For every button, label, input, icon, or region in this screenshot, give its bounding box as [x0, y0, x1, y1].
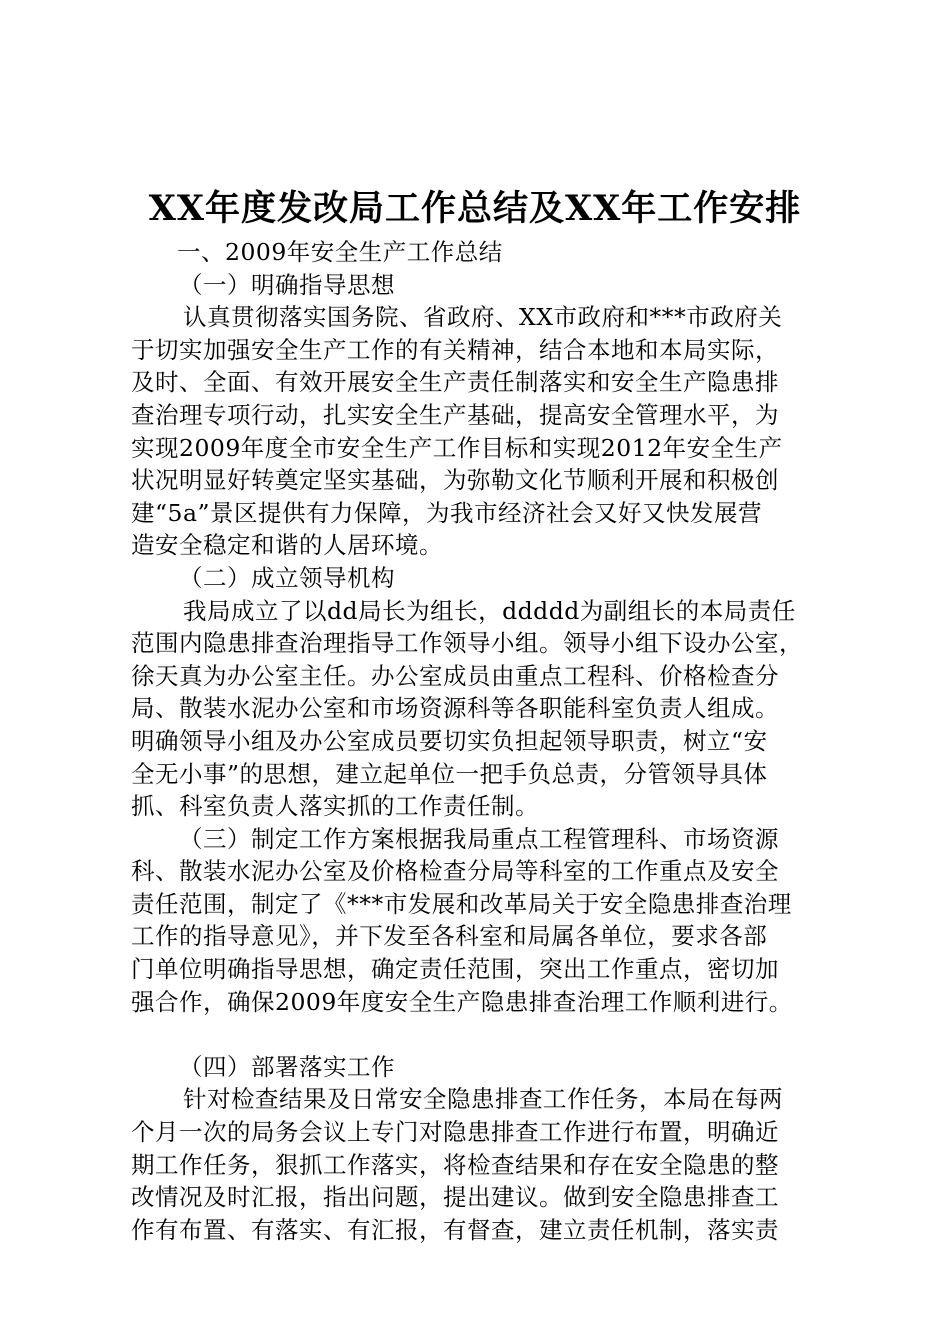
paragraph-work-plan [131, 823, 831, 1019]
subsection-heading: （四）部署落实工作 [179, 1052, 395, 1081]
paragraph-leadership [131, 595, 831, 823]
paragraph-line: 实现2009年度全市安全生产工作目标和实现2012年安全生产 [131, 433, 783, 462]
paragraph-line: 范围内隐患排查治理指导工作领导小组。领导小组下设办公室， [131, 629, 803, 658]
paragraph-line: （三）制定工作方案根据我局重点工程管理科、市场资源 [179, 824, 779, 853]
paragraph-line: 我局成立了以dd局长为组长，ddddd为副组长的本局责任 [183, 596, 796, 625]
paragraph-line: 局、散装水泥办公室和市场资源科等各职能科室负责人组成。 [131, 694, 779, 723]
paragraph-line: 造安全稳定和谐的人居环境。 [131, 531, 443, 560]
paragraph-line: 全无小事”的思想，建立起单位一把手负总责，分管领导具体 [131, 759, 768, 788]
paragraph-line: 强合作，确保2009年度安全生产隐患排查治理工作顺利进行。 [131, 987, 793, 1016]
paragraph-line: 于切实加强安全生产工作的有关精神，结合本地和本局实际， [131, 335, 779, 364]
paragraph-line: 针对检查结果及日常安全隐患排查工作任务，本局在每两 [183, 1085, 783, 1114]
paragraph-line: 责任范围，制定了《***市发展和改革局关于安全隐患排查治理 [131, 889, 792, 918]
paragraph-line: 抓、科室负责人落实抓的工作责任制。 [131, 792, 539, 821]
paragraph-line: 徐天真为办公室主任。办公室成员由重点工程科、价格检查分 [131, 661, 779, 690]
paragraph-line: 建“5a”景区提供有力保障，为我市经济社会又好又快发展营 [131, 498, 762, 527]
document-body [131, 236, 831, 1246]
paragraph-line: 科、散装水泥办公室及价格检查分局等科室的工作重点及安全 [131, 857, 779, 886]
section-heading: 一、2009年安全生产工作总结 [177, 238, 503, 266]
paragraph-line: 及时、全面、有效开展安全生产责任制落实和安全生产隐患排 [131, 368, 779, 397]
subsection-heading: （一）明确指导思想 [179, 270, 395, 299]
paragraph-line: 工作的指导意见》，并下发至各科室和局属各单位，要求各部 [131, 922, 768, 951]
paragraph-line: 查治理专项行动，扎实安全生产基础，提高安全管理水平，为 [131, 400, 779, 429]
paragraph-line: 作有布置、有落实、有汇报，有督查，建立责任机制，落实责 [131, 1215, 779, 1244]
paragraph-line: 改情况及时汇报，指出问题，提出建议。做到安全隐患排查工 [131, 1183, 779, 1212]
paragraph-line: 期工作任务，狠抓工作落实，将检查结果和存在安全隐患的整 [131, 1150, 779, 1179]
blank-line [131, 1018, 831, 1051]
paragraph-line: 个月一次的局务会议上专门对隐患排查工作进行布置，明确近 [131, 1118, 779, 1147]
document-title: XX年度发改局工作总结及XX年工作安排 [148, 188, 802, 229]
paragraph-guiding-thought [131, 301, 831, 562]
subsection-heading: （二）成立领导机构 [179, 563, 395, 592]
paragraph-line: 状况明显好转奠定坚实基础，为弥勒文化节顺利开展和积极创 [131, 466, 779, 495]
paragraph-deployment [131, 1083, 831, 1246]
paragraph-line: 门单位明确指导思想，确定责任范围，突出工作重点，密切加 [131, 955, 779, 984]
paragraph-line: 明确领导小组及办公室成员要切实负担起领导职责，树立“安 [131, 726, 768, 755]
paragraph-line: 认真贯彻落实国务院、省政府、XX市政府和***市政府关 [183, 303, 783, 332]
